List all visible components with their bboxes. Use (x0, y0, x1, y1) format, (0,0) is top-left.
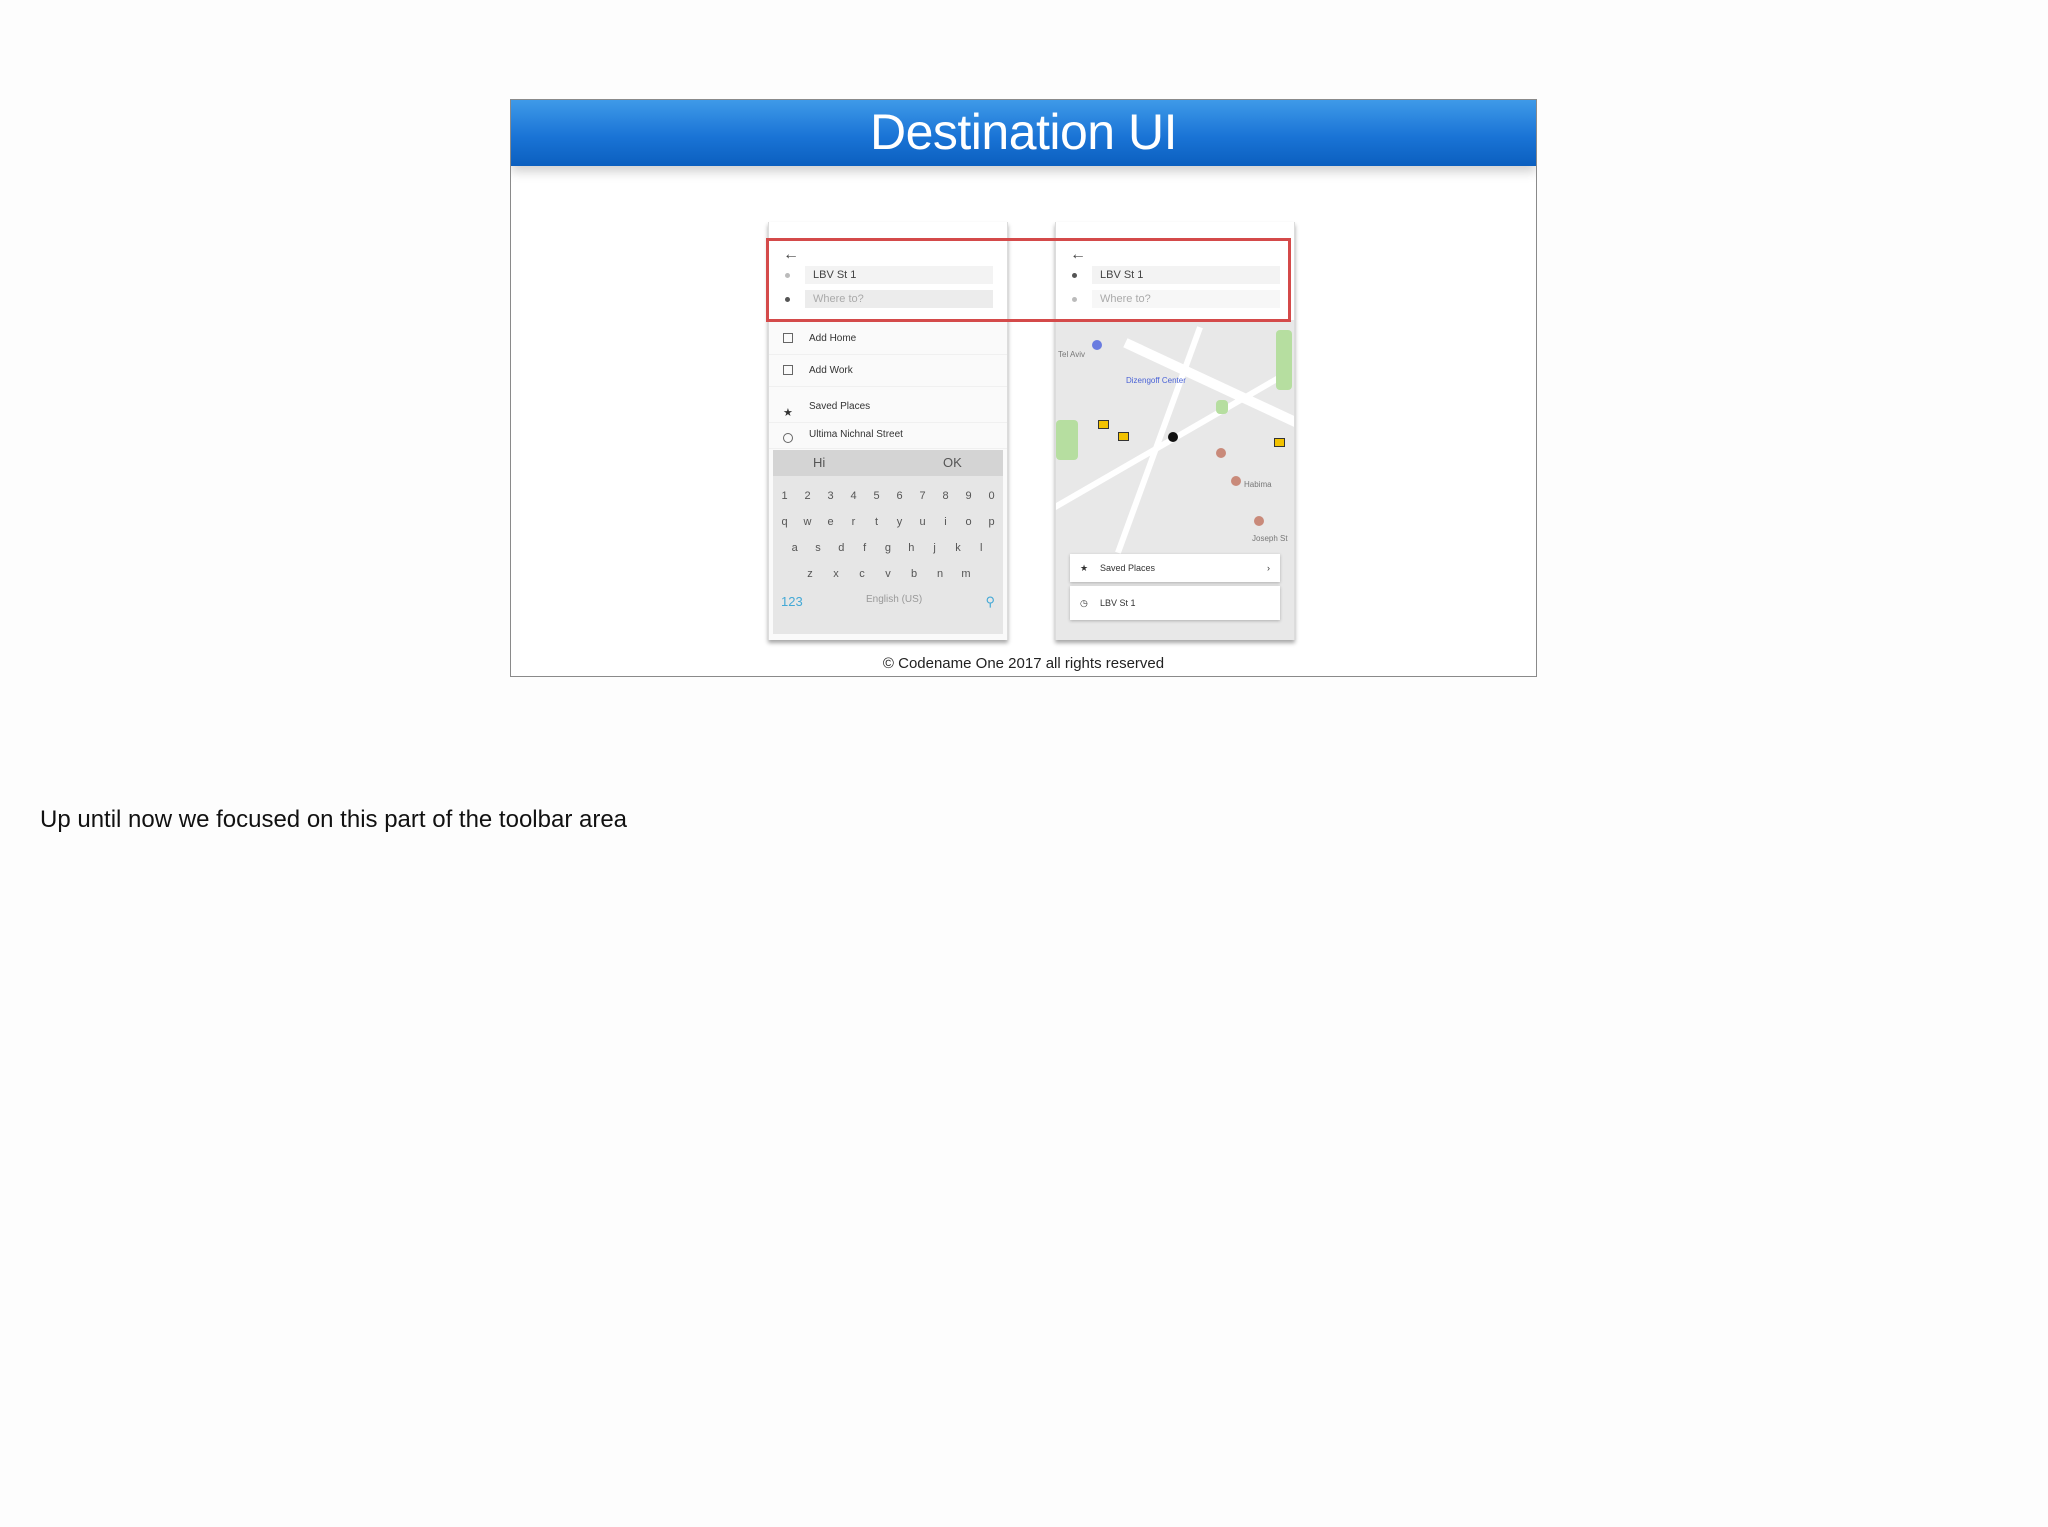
map-label: Joseph St (1252, 534, 1288, 543)
keyboard-key[interactable]: l (980, 542, 983, 554)
where-to-field[interactable]: Where to? (805, 290, 993, 308)
where-to-field[interactable]: Where to? (1092, 290, 1280, 308)
space-key[interactable]: English (US) (866, 594, 923, 605)
keyboard-key[interactable]: q (781, 516, 788, 528)
keyboard-key[interactable]: c (859, 568, 865, 580)
list-item-label: Ultima Nichnal Street (809, 429, 903, 440)
map-label: Habima (1244, 480, 1272, 489)
map-view[interactable] (1056, 320, 1294, 640)
keyboard-key[interactable]: 8 (942, 490, 949, 502)
list-item-saved-places[interactable] (769, 392, 1007, 423)
star-icon: ★ (783, 407, 793, 419)
list-item-label: Add Work (809, 365, 853, 376)
place-pin-icon (1254, 516, 1264, 526)
keyboard-key[interactable]: m (961, 568, 971, 580)
on-screen-keyboard[interactable] (773, 450, 1003, 634)
saved-places-card[interactable] (1070, 554, 1280, 582)
keyboard-key[interactable]: v (885, 568, 891, 580)
keyboard-key[interactable]: 3 (827, 490, 834, 502)
map-label: Dizengoff Center (1126, 376, 1186, 385)
recent-destination-card[interactable] (1070, 586, 1280, 620)
car-icon (1118, 432, 1129, 441)
phone-screenshot-search (768, 222, 1008, 640)
keyboard-row-bottom (773, 568, 1003, 580)
card-label: LBV St 1 (1100, 598, 1136, 608)
keyboard-key[interactable]: s (815, 542, 821, 554)
origin-dot-icon (1072, 273, 1077, 278)
search-icon[interactable]: ⚲ (985, 594, 995, 609)
keyboard-key[interactable]: p (988, 516, 995, 528)
keyboard-key[interactable]: 9 (965, 490, 972, 502)
from-field[interactable]: LBV St 1 (805, 266, 993, 284)
keyboard-key[interactable]: g (884, 542, 892, 554)
slide-footer: © Codename One 2017 all rights reserved (882, 655, 1165, 672)
slide-header (511, 100, 1536, 166)
list-item-add-work[interactable] (769, 356, 1007, 387)
keyboard-key[interactable]: e (827, 516, 834, 528)
keyboard-key[interactable]: t (874, 516, 879, 528)
keyboard-row-top (773, 516, 1003, 528)
from-field[interactable]: LBV St 1 (1092, 266, 1280, 284)
star-icon: ★ (1080, 563, 1089, 573)
list-item-add-home[interactable] (769, 324, 1007, 355)
map-park (1276, 330, 1292, 390)
keyboard-key[interactable]: r (851, 516, 856, 528)
origin-dot-icon (785, 273, 790, 278)
map-label: Tel Aviv (1058, 350, 1085, 359)
keyboard-key[interactable]: u (919, 516, 926, 528)
destination-toolbar (1056, 222, 1294, 320)
keyboard-key[interactable]: w (803, 516, 812, 528)
clock-icon: ◷ (1080, 598, 1088, 608)
place-pin-icon (1092, 340, 1102, 350)
suggestion-right[interactable]: OK (943, 455, 962, 470)
keyboard-key[interactable]: b (910, 568, 918, 580)
keyboard-key[interactable]: 7 (919, 490, 926, 502)
keyboard-key[interactable]: 6 (896, 490, 903, 502)
keyboard-key[interactable]: 1 (781, 490, 788, 502)
slide (510, 99, 1537, 677)
keyboard-row-digits (773, 490, 1003, 502)
suggestion-left[interactable]: Hi (813, 455, 826, 470)
keyboard-key[interactable]: 4 (850, 490, 857, 502)
destination-dot-icon (785, 297, 790, 302)
clock-icon (783, 433, 793, 443)
slide-title: Destination UI (869, 104, 1178, 160)
place-pin-icon (1216, 448, 1226, 458)
map-road (1055, 375, 1280, 510)
place-pin-icon (1231, 476, 1241, 486)
keyboard-key[interactable]: n (936, 568, 944, 580)
keyboard-key[interactable]: f (863, 542, 867, 554)
keyboard-key[interactable]: h (908, 542, 915, 554)
chevron-right-icon: › (1267, 563, 1270, 573)
keyboard-key[interactable]: z (807, 568, 813, 580)
car-icon (1098, 420, 1109, 429)
keyboard-key[interactable]: o (965, 516, 972, 528)
keyboard-key[interactable]: 2 (804, 490, 811, 502)
keyboard-bottom-row (773, 594, 1003, 610)
phone-screenshot-map (1055, 222, 1295, 640)
keyboard-key[interactable]: 5 (873, 490, 880, 502)
keyboard-key[interactable]: j (933, 542, 936, 554)
keyboard-key[interactable]: i (944, 516, 947, 528)
map-park (1216, 400, 1228, 414)
arrow-left-icon[interactable]: ← (783, 246, 799, 263)
list-item-recent[interactable] (769, 424, 1007, 449)
car-icon (1274, 438, 1285, 447)
keyboard-suggestion-bar (773, 450, 1003, 476)
work-icon (783, 365, 793, 375)
keyboard-key[interactable]: a (791, 542, 798, 554)
num-key[interactable]: 123 (781, 594, 803, 609)
list-item-label: Add Home (809, 333, 857, 344)
keyboard-row-middle (773, 542, 1003, 554)
keyboard-key[interactable]: 0 (988, 490, 995, 502)
speaker-note: Up until now we focused on this part of the toolbar area (40, 806, 628, 833)
destination-dot-icon (1072, 297, 1077, 302)
arrow-left-icon[interactable]: ← (1070, 246, 1086, 263)
destination-toolbar (769, 222, 1007, 320)
keyboard-key[interactable]: d (838, 542, 845, 554)
keyboard-key[interactable]: k (955, 542, 961, 554)
keyboard-key[interactable]: x (833, 568, 839, 580)
list-item-label: Saved Places (809, 401, 871, 412)
home-icon (783, 333, 793, 343)
location-pin-icon (1168, 432, 1178, 442)
map-park (1056, 420, 1078, 460)
card-label: Saved Places (1100, 563, 1156, 573)
keyboard-key[interactable]: y (896, 516, 903, 528)
